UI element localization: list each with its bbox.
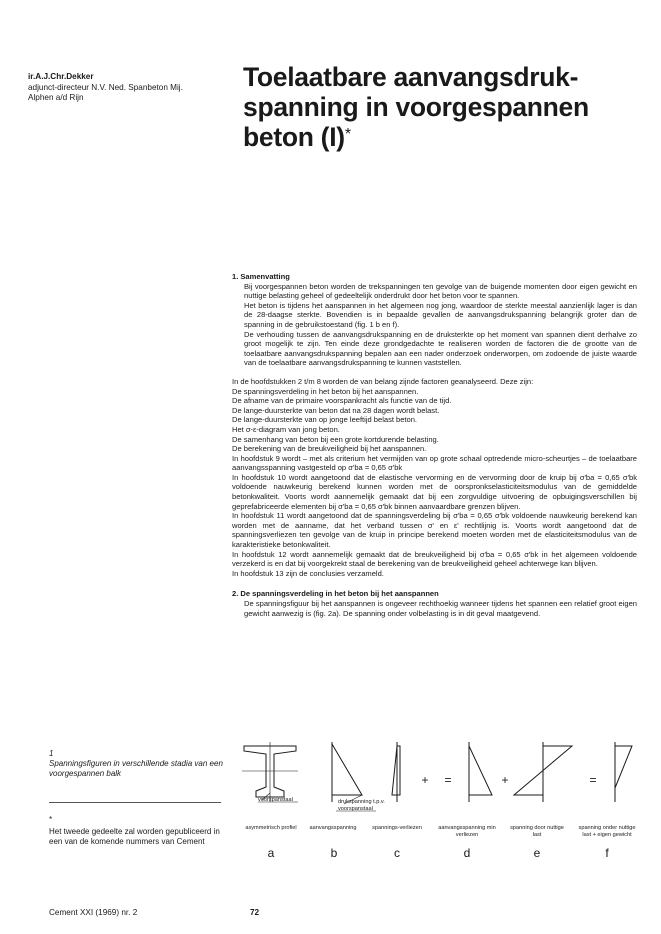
label-f: spanning onder nuttige last + eigen gewicht bbox=[578, 825, 636, 838]
article-title bbox=[243, 62, 643, 152]
operator-equals: = bbox=[444, 773, 452, 787]
author-affiliation: adjunct-directeur N.V. Ned. Spanbeton Mij. bbox=[28, 82, 183, 92]
diagram-d bbox=[469, 742, 492, 802]
section-heading-summary: 1. Samenvatting bbox=[232, 272, 290, 281]
list-item: De spanningsverdeling in het beton bij het aanspannen. bbox=[232, 386, 419, 396]
author-name: ir.A.J.Chr.Dekker bbox=[28, 72, 94, 81]
paragraph: In hoofdstuk 10 wordt aangetoond dat de elastische vervorming en de vervorming door de kruip bij σ'ba = 0,65 σ'bk voldoende nauwkeurig berekend kunnen worden met de oorspronkselasticiteitsmodulus van de gemiddelde betonkwaliteit. Voorts wordt aannemelijk gemaakt dat bij een zorgvuldige uitvoering de opbuigingsverschillen bij geprefabriceerde elementen bij σ'ba = 0,65 σ'bk binnen aanvaardbare grenzen blijven. bbox=[232, 472, 637, 511]
footnote-divider bbox=[49, 802, 221, 803]
paragraph: De spanningsfiguur bij het aanspannen is ongeveer rechthoekig wanneer tijdens het spannen een relatief groot eigen gewicht aanwezig is (fig. 2a). De spanning onder volbelasting is in dit geval maatgevend. bbox=[244, 599, 637, 618]
paragraph: In hoofdstuk 11 wordt aangetoond dat de spanningsverdeling bij σ'ba = 0,65 σ'bk voldoende nauwkeurig berekend kan worden met de aanname, dat het verband tussen σ' en ε' rechtlijnig is. Voorts wordt aangetoond dat de spanningsverliezen ten gevolge van de kruip in principe berekend moeten worden met de elasticiteitsmodulus van de karakteristieke betonkwaliteit. bbox=[232, 511, 637, 550]
paragraph: In hoofdstuk 13 zijn de conclusies verzameld. bbox=[232, 568, 384, 578]
paragraph: Het beton is tijdens het aanspannen in het algemeen nog jong, waardoor de sterkte meestal aanzienlijk lager is dan de 28-daagse sterkte. Bovendien is in bepaalde gevallen de aanvangsdrukspanning belangrijk groter dan de spanning in de gebruikstoestand (fig. 1 b en f). bbox=[244, 300, 637, 329]
article-body bbox=[232, 272, 637, 618]
title-footnote-mark: * bbox=[344, 126, 351, 143]
figure-caption bbox=[49, 749, 229, 779]
summary-block bbox=[232, 282, 637, 368]
diagram-e bbox=[514, 742, 572, 802]
stress-diagrams-svg bbox=[240, 738, 640, 870]
label-a: asymmetrisch profiel bbox=[245, 825, 297, 831]
footnote-mark: * bbox=[49, 815, 53, 824]
paragraph: In hoofdstuk 9 wordt – met als criterium het vermijden van op grote schaal optredende micro-scheurtjes – de toelaatbare aanvangsspanning vastgesteld op σ'ba = 0,65 σ'bk bbox=[232, 453, 637, 473]
paragraph: De verhouding tussen de aanvangsdrukspanning en de druksterkte op het moment van spannen dient derhalve zo groot mogelijk te zijn. Ten einde deze grondgedachte te realiseren worden de factoren die de grootte van de toelaatbare aanvangsdrukspanning bepalen aan een nader onderzoek onderworpen, om zodoende de juiste waarde van de toelaatbare aanvangsdrukspanning te kunnen vaststellen. bbox=[244, 329, 637, 368]
author-block bbox=[28, 72, 233, 104]
operator-equals: = bbox=[589, 773, 597, 787]
list-item: De samenhang van beton bij een grote kortdurende belasting. bbox=[232, 434, 439, 444]
stress-figure bbox=[240, 738, 640, 870]
letter-f: f bbox=[605, 846, 609, 860]
page-number: 72 bbox=[250, 908, 260, 917]
label-b: aanvangsspanning bbox=[309, 825, 357, 831]
list-item: De berekening van de breukveiligheid bij het aanspannen. bbox=[232, 444, 427, 454]
article-title-text: Toelaatbare aanvangsdruk- spanning in voorgespannen beton (I) bbox=[243, 62, 589, 152]
paragraph: Bij voorgespannen beton worden de trekspanningen ten gevolge van de buigende momenten door eigen gewicht en nuttige belasting geheel of gedeeltelijk onderdrukt door het beton voor te spannen. bbox=[244, 281, 637, 301]
letter-d: d bbox=[463, 846, 471, 860]
letter-c: c bbox=[394, 846, 400, 860]
tag-drukspanning: drukspanning t.p.v. voorspanstaal bbox=[338, 799, 385, 812]
paragraph: In de hoofdstukken 2 t/m 8 worden de van belang zijnde factoren geanalyseerd. Deze zijn: bbox=[232, 376, 534, 386]
operator-plus: + bbox=[421, 773, 429, 787]
label-c: spannings-verliezen bbox=[372, 825, 422, 831]
letter-b: b bbox=[330, 846, 338, 860]
diagram-f bbox=[615, 742, 632, 802]
list-item: De lange-duursterkte van beton dat na 28 dagen wordt belast. bbox=[232, 405, 440, 415]
figure-caption-text: Spanningsfiguren in verschillende stadia van een voorgespannen balk bbox=[49, 759, 223, 778]
figure-number: 1 bbox=[49, 749, 54, 758]
operator-plus: + bbox=[501, 773, 509, 787]
paragraph: In hoofdstuk 12 wordt aannemelijk gemaakt dat de breukveiligheid bij σ'ba = 0,65 σ'bk in het algemeen voldoende verzekerd is en dat bij voorgekrekt staal de berekening van de breukveiligheid geheel achterwege kan blijven. bbox=[232, 549, 637, 569]
list-item: De lange-duursterkte van op jonge leeftijd belast beton. bbox=[232, 415, 418, 425]
diagram-b bbox=[332, 742, 362, 804]
diagram-c bbox=[392, 742, 400, 802]
letter-e: e bbox=[533, 846, 541, 860]
label-e: spanning door nuttige last bbox=[510, 825, 564, 838]
label-d: aanvangsspanning min verliezen bbox=[438, 825, 496, 838]
letter-a: a bbox=[267, 846, 275, 860]
footnote bbox=[49, 815, 229, 847]
list-item: Het σ-ε-diagram van jong beton. bbox=[232, 424, 340, 434]
journal-reference: Cement XXI (1969) nr. 2 bbox=[49, 908, 138, 917]
section-heading-stress-distribution: 2. De spanningsverdeling in het beton bij het aanspannen bbox=[232, 589, 439, 599]
tag-voorspanstaal: voorspanstaal bbox=[258, 797, 293, 803]
list-item: De afname van de primaire voorspankracht als functie van de tijd. bbox=[232, 396, 452, 406]
footnote-text: Het tweede gedeelte zal worden gepubliceerd in een van de komende nummers van Cement bbox=[49, 827, 220, 846]
section2-block bbox=[232, 599, 637, 618]
author-location: Alphen a/d Rijn bbox=[28, 93, 84, 102]
